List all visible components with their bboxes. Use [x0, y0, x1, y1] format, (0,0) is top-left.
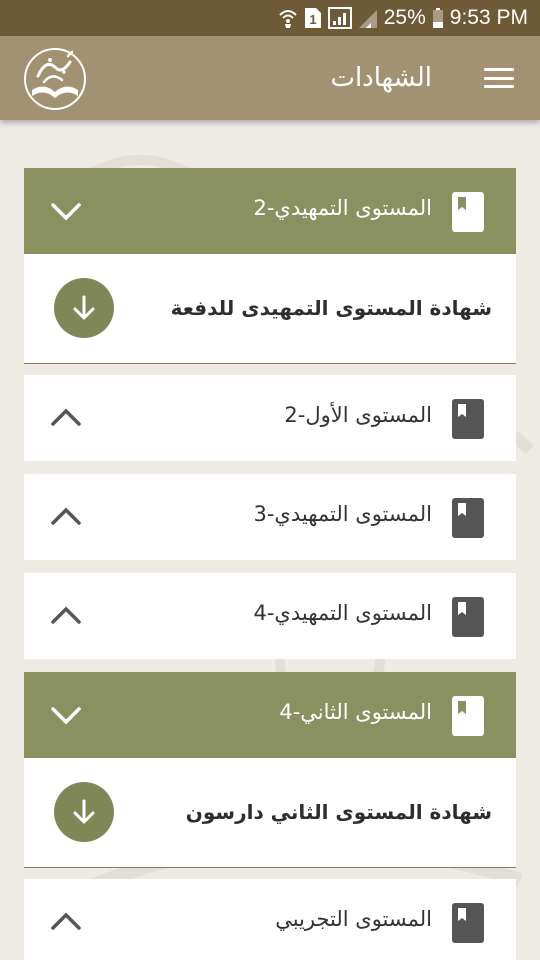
- level-header-5[interactable]: [24, 672, 516, 758]
- level-title: المستوى التمهيدي-2: [253, 196, 432, 220]
- app-bar: [0, 36, 540, 120]
- app-logo[interactable]: [22, 46, 88, 112]
- book-icon: [452, 498, 484, 538]
- chevron-down-icon[interactable]: [50, 700, 82, 730]
- chevron-up-icon[interactable]: [50, 601, 82, 631]
- status-bar: [0, 0, 540, 36]
- download-button[interactable]: [54, 278, 114, 338]
- level-title: المستوى الثاني-4: [279, 700, 432, 724]
- level-title: المستوى التمهيدي-4: [253, 601, 432, 625]
- hamburger-menu-icon: [484, 68, 514, 71]
- level-header-4[interactable]: [24, 573, 516, 659]
- menu-button[interactable]: [484, 64, 514, 92]
- level-title: المستوى التمهيدي-3: [253, 502, 432, 526]
- wifi-calling-icon: [278, 7, 298, 29]
- download-button[interactable]: [54, 782, 114, 842]
- level-header-2[interactable]: [24, 375, 516, 461]
- certificates-list[interactable]: [0, 120, 540, 960]
- battery-icon: [432, 7, 444, 29]
- book-icon: [452, 903, 484, 943]
- level-header-6[interactable]: [24, 879, 516, 960]
- book-icon: [452, 399, 484, 439]
- level-title: المستوى التجريبي: [275, 907, 432, 931]
- level-header-3[interactable]: [24, 474, 516, 560]
- arrow-down-icon: [69, 293, 99, 323]
- chevron-down-icon[interactable]: [50, 196, 82, 226]
- chevron-up-icon[interactable]: [50, 907, 82, 937]
- level-header-1[interactable]: [24, 168, 516, 254]
- signal-icon: [328, 7, 352, 29]
- sim-slot-number: 1: [309, 12, 317, 27]
- battery-percentage: 25%: [383, 6, 426, 29]
- certificate-row-1[interactable]: [24, 254, 516, 364]
- signal-weak-icon: [358, 7, 378, 29]
- book-icon: [452, 192, 484, 232]
- book-icon: [452, 597, 484, 637]
- level-title: المستوى الأول-2: [284, 403, 432, 427]
- page-title: الشهادات: [330, 63, 432, 93]
- certificate-name: شهادة المستوى التمهيدى للدفعة: [170, 296, 492, 320]
- chevron-up-icon[interactable]: [50, 403, 82, 433]
- clock-time: 9:53 PM: [449, 6, 528, 29]
- certificate-name: شهادة المستوى الثاني دارسون: [185, 800, 492, 824]
- book-icon: [452, 696, 484, 736]
- certificate-row-2[interactable]: [24, 758, 516, 868]
- chevron-up-icon[interactable]: [50, 502, 82, 532]
- sim-slot-icon: [304, 7, 322, 29]
- arrow-down-icon: [69, 797, 99, 827]
